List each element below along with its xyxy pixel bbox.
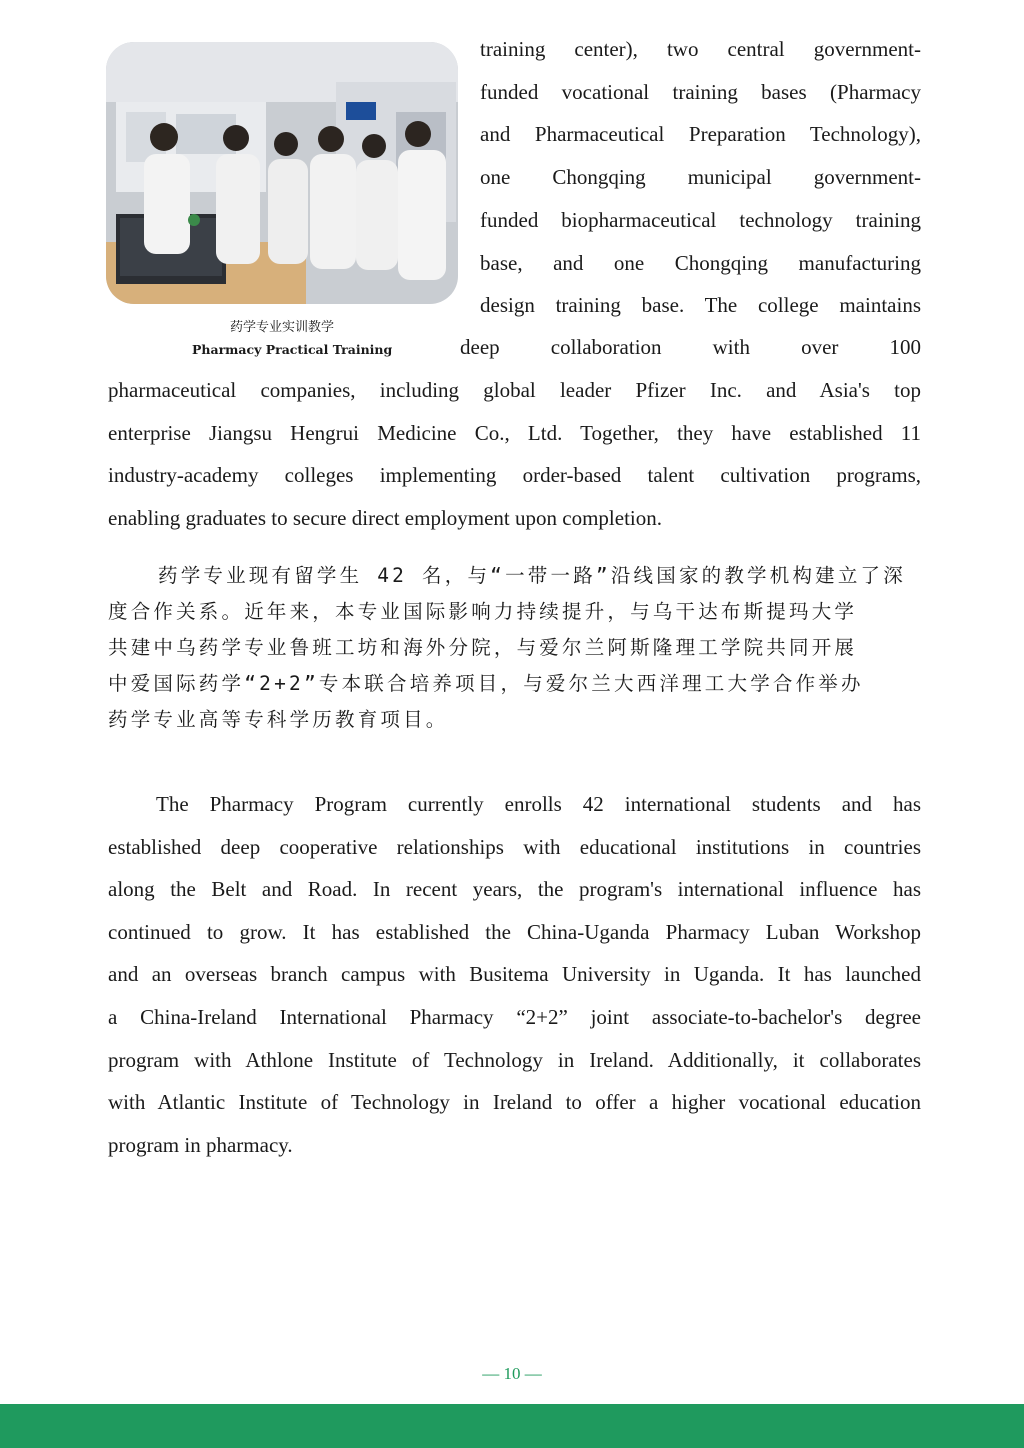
training-photo	[106, 42, 458, 304]
text-line: a China-Ireland International Pharmacy “2+2” joint associate-to-bachelor's degree	[108, 1004, 921, 1029]
text-line: 度合作关系。近年来，本专业国际影响力持续提升，与乌干达布斯提玛大学	[108, 600, 858, 623]
text-line: along the Belt and Road. In recent years, the program's international influence has	[108, 877, 921, 902]
paragraph-1-transition	[460, 326, 921, 369]
text-line: training center), two central government-	[480, 37, 921, 61]
text-line: funded vocational training bases (Pharmacy	[480, 79, 921, 104]
text-line: program with Athlone Institute of Technology in Ireland. Additionally, it collaborates	[108, 1047, 921, 1072]
text-line: continued to grow. It has established the China-Uganda Pharmacy Luban Workshop	[108, 919, 921, 944]
figure	[106, 42, 458, 336]
text-line: base, and one Chongqing manufacturing	[480, 250, 921, 275]
text-line: 药学专业高等专科学历教育项目。	[108, 708, 449, 731]
footer-bar	[0, 1404, 1024, 1448]
page-number: — 10 —	[482, 1364, 542, 1383]
text-line: enterprise Jiangsu Hengrui Medicine Co., Ltd. Together, they have established 11	[108, 420, 921, 445]
text-line: enabling graduates to secure direct employment upon completion.	[108, 505, 662, 530]
text-line: industry-academy colleges implementing order-based talent cultivation programs,	[108, 463, 921, 488]
text-line: 中爱国际药学“2+2”专本联合培养项目，与爱尔兰大西洋理工大学合作举办	[108, 672, 864, 695]
text-line: program in pharmacy.	[108, 1132, 293, 1157]
text-line: funded biopharmaceutical technology training	[480, 207, 921, 232]
text-line: and Pharmaceutical Preparation Technology),	[480, 122, 921, 147]
text-line: established deep cooperative relationships with educational institutions in countries	[108, 834, 921, 859]
figure-caption-cn: 药学专业实训教学	[229, 320, 334, 335]
paragraph-1-full	[108, 369, 921, 539]
text-line: one Chongqing municipal government-	[480, 165, 921, 190]
text-line: pharmaceutical companies, including global leader Pfizer Inc. and Asia's top	[108, 378, 921, 402]
paragraph-1-wrapped	[480, 28, 921, 327]
text-line: with Atlantic Institute of Technology in Ireland to offer a higher vocational education	[108, 1090, 921, 1115]
text-line: The Pharmacy Program currently enrolls 42 international students and has	[156, 792, 921, 816]
text-line: design training base. The college maintains	[480, 293, 921, 318]
paragraph-english	[108, 783, 921, 1166]
paragraph-chinese	[108, 558, 921, 738]
text-line: 共建中乌药学专业鲁班工坊和海外分院，与爱尔兰阿斯隆理工学院共同开展	[108, 636, 858, 659]
text-line: deep collaboration with over 100	[460, 335, 921, 359]
figure-caption-en: Pharmacy Practical Training	[192, 342, 393, 357]
text-line: and an overseas branch campus with Busitema University in Uganda. It has launched	[108, 962, 921, 987]
text-line: 药学专业现有留学生 42 名，与“一带一路”沿线国家的教学机构建立了深	[158, 564, 906, 587]
